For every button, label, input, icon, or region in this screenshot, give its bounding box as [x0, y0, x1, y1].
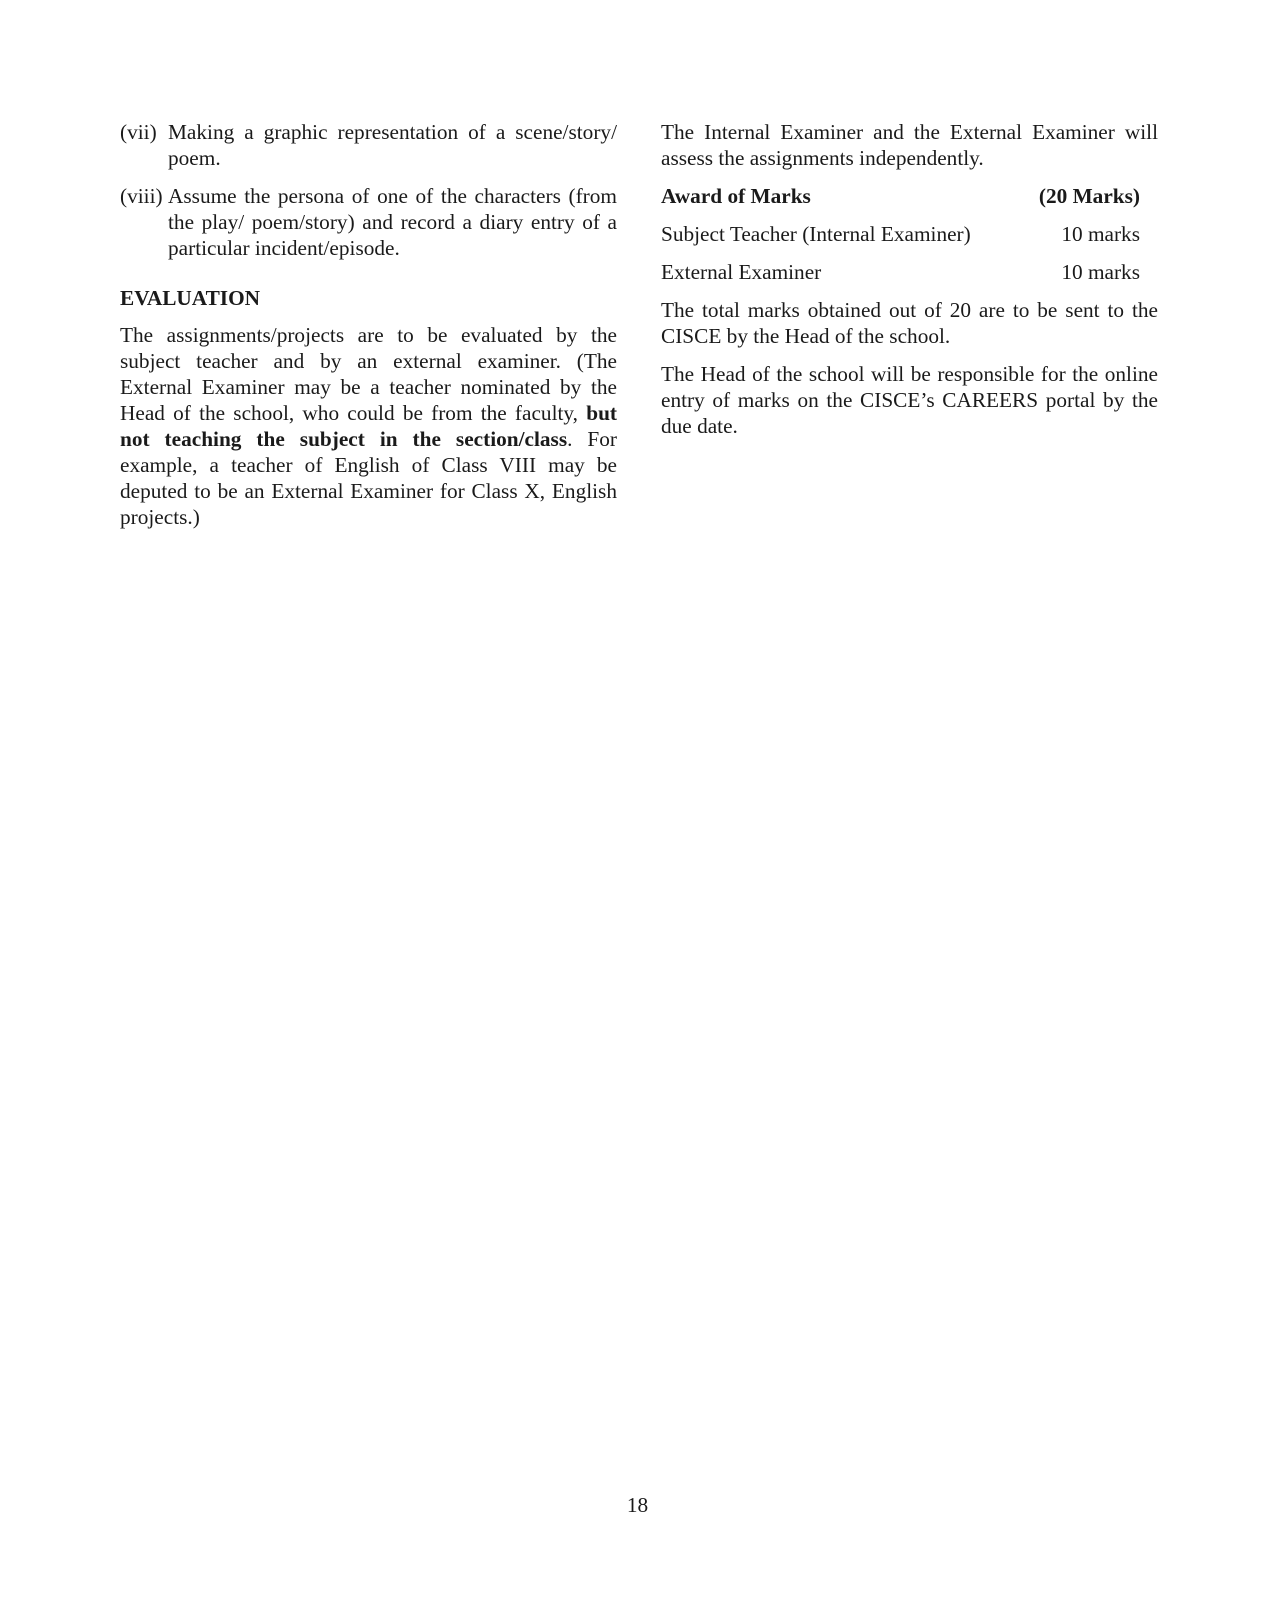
left-column: [120, 119, 617, 542]
award-of-marks-header: [661, 183, 1158, 209]
marks-row-external: [661, 259, 1158, 285]
evaluation-text-bold: but not teaching the subject in the section/class: [120, 401, 617, 451]
award-label: Award of Marks: [661, 184, 811, 208]
marks-row-value: 10 marks: [1061, 222, 1140, 246]
list-item-viii: [120, 183, 617, 261]
marks-row-label: External Examiner: [661, 260, 822, 284]
evaluation-text-part2: . For example, a teacher of English of Class VIII may be deputed to be an External Examiner for Class X, English projects.): [120, 427, 618, 529]
marks-row-value: 10 marks: [1061, 260, 1140, 284]
list-item-vii: [120, 119, 617, 171]
list-number: (viii): [120, 184, 163, 208]
list-text: Making a graphic representation of a scene/story/ poem.: [168, 120, 617, 170]
responsibility-paragraph: The Head of the school will be responsible for the online entry of marks on the CISCE’s CAREERS portal by the due date.: [661, 362, 1158, 438]
intro-paragraph: The Internal Examiner and the External Examiner will assess the assignments independently.: [661, 120, 1158, 170]
award-total: (20 Marks): [1038, 184, 1140, 208]
evaluation-heading: EVALUATION: [120, 286, 261, 310]
marks-row-label: Subject Teacher (Internal Examiner): [661, 222, 971, 246]
page-number: 18: [626, 1493, 649, 1517]
total-marks-paragraph: The total marks obtained out of 20 are to be sent to the CISCE by the Head of the school.: [661, 298, 1158, 348]
list-text: Assume the persona of one of the characters (from the play/ poem/story) and record a diary entry of a particular incident/episode.: [168, 184, 617, 260]
evaluation-text-part1: The assignments/projects are to be evaluated by the subject teacher and by an external examiner. (The External Examiner may be a teacher nominated by the Head of the school, who could be from the faculty,: [120, 323, 617, 425]
right-column: [661, 119, 1158, 451]
marks-row-internal: [661, 221, 1158, 247]
list-number: (vii): [120, 120, 157, 144]
evaluation-paragraph: [120, 322, 617, 530]
